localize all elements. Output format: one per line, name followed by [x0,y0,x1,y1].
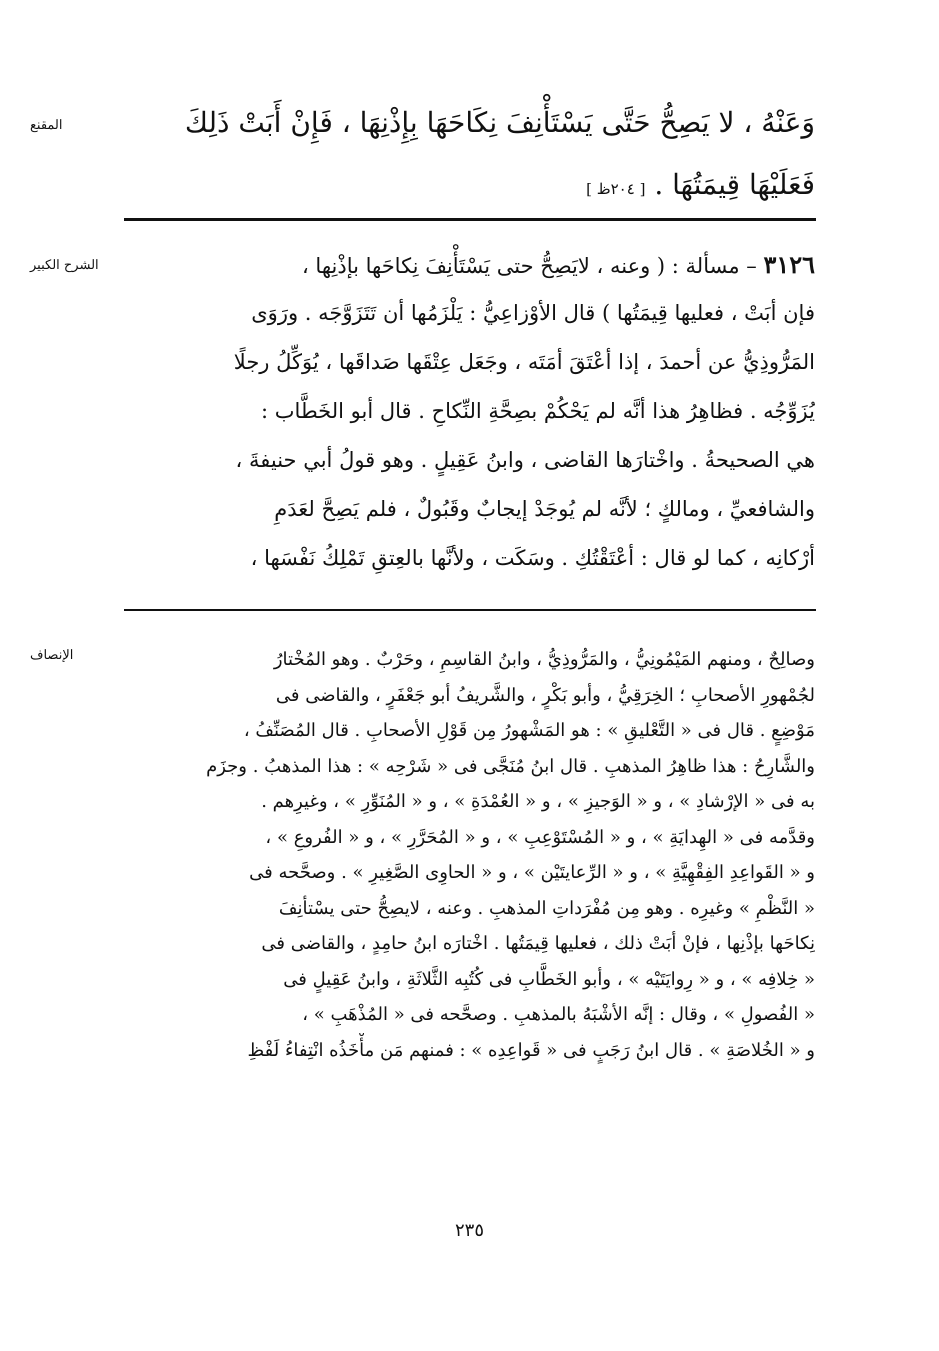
insaf-line: مَوْضِعٍ . قال فى « التَّعْليقِ » : هو المَشْهورُ مِن قَوْلِ الأصحابِ . قال المُصَنِّفُ ، [243,720,815,741]
issue-number: ٣١٢٦ [763,250,815,279]
insaf-line: نِكاحَها بإذْنِها ، فإنْ أبَتْ ذلك ، فعليها قِيمَتُها . اخْتارَه ابنُ حامِدٍ ، والقاضى فى [261,933,815,954]
sharh-label: الشرح الكبير [30,258,99,273]
sharh-line: فإن أبَتْ ، فعليها قِيمَتُها ) قال الأوْزاعِيُّ : يَلْزَمُها أن تَتَزَوَّجَه . ورَوَى [251,301,815,325]
insaf-line: والشَّارِحُ : هذا ظاهِرُ المذهبِ . قال ابنُ مُنَجَّى فى « شَرْحِه » : هذا المذهبُ . وجزَم [206,755,815,777]
sharh-text [130,240,815,583]
sharh-line: أرْكانِه ، كما لو قال : أعْتَقْتُكِ . وسَكَت ، ولأنَّها بالعِتقِ تَمْلِكُ نَفْسَها ، [250,546,815,570]
insaf-line: وصالِحٌ ، ومنهم المَيْمُونِيُّ ، والمَرُّوذِيُّ ، وابنُ القاسِمِ ، وحَرْبٌ . وهو المُخْتارُ [273,649,815,670]
sharh-line-text: – مسألة : ( وعنه ، لايَصِحُّ حتى يَسْتَأْنِفَ نِكاحَها بإذْنِها ، [301,254,757,278]
matn-line [130,154,815,216]
manuscript-ref: [ ٢٠٤ظ ] [586,180,646,198]
page-number: ٢٣٥ [454,1220,484,1241]
insaf-line: و « القَواعِدِ الفِقْهِيَّةِ » ، و « الرِّعايتَيْن » ، و « الحاوِى الصَّغِيرِ » . وصحَّحه فى [249,862,815,883]
sharh-line: المَرُّوذِيُّ عن أحمدَ ، إذا أعْتَقَ أمَتَه ، وجَعَل عِتْقَها صَداقَها ، يُوَكِّلُ رجلًا [233,350,815,374]
insaf-line: به فى « الإرْشادِ » ، و « الوَجيزِ » ، و « العُمْدَةِ » ، و « المُنَوِّرِ » ، وغيرِهم . [261,791,815,812]
matn-label: المقنع [30,118,63,133]
matn-line: وَعَنْهُ ، لا يَصِحُّ حَتَّى يَسْتَأْنِفَ نِكَاحَهَا بِإِذْنِهَا ، فَإِنْ أَبَتْ ذَلِكَ [184,106,815,139]
insaf-line: و « الخُلاصَةِ » . قال ابنُ رَجَبٍ فى « قَواعِدِه » : فمنهم مَن مأْخَذُه انْتِفاءُ لَفْظِ [247,1039,815,1061]
insaf-line: وقدَّمه فى « الهِدايَةِ » ، و « المُسْتَوْعِبِ » ، و « المُحَرَّرِ » ، و « الفُروعِ » ، [265,826,815,848]
sharh-line: والشافعيِّ ، ومالكٍ ؛ لأنَّه لم يُوجَدْ إيجابٌ وقَبُولٌ ، فلم يَصِحَّ لعَدَمِ [274,497,815,521]
insaf-label: الإنصاف [30,648,74,663]
insaf-line: « الفُصولِ » ، وقال : إنَّه الأشْبَهُ بالمذهبِ . وصحَّحه فى « المُذْهَبِ » ، [302,1004,815,1025]
matn-line-text: فَعَلَيْهَا قِيمَتُهَا . [654,168,815,201]
sharh-line: هي الصحيحةُ . واخْتارَها القاضى ، وابنُ عَقِيلٍ . وهو قولُ أبي حنيفةَ ، [235,448,815,472]
matn-text [130,92,815,216]
insaf-line: « النَّظْمِ » وغيرِه . وهو مِن مُفْرَداتِ المذهبِ . وعنه ، لايصِحُّ حتى يسْتأنِفَ [278,897,815,919]
sharh-line: يُزَوِّجُه . فظاهِرُ هذا أنَّه لم يَحْكُمْ بصِحَّةِ النِّكاحِ . قال أبو الخَطَّاب : [261,399,815,423]
sharh-line [130,240,815,289]
sharh-divider [124,609,816,611]
insaf-line: لجُمْهورِ الأصحابِ ؛ الخِرَقِيُّ ، وأبو بَكْرٍ ، والشَّريفُ أبو جَعْفَرٍ ، والقاضى فى [275,684,815,706]
matn-divider [124,218,816,221]
insaf-line: « خِلافِه » ، و « رِوايَتَيْه » ، وأبو الخَطَّابِ فى كُتُبِه الثَّلاثَةِ ، وابنُ عَقِيلٍ فى [283,968,815,990]
insaf-text [130,642,815,1068]
